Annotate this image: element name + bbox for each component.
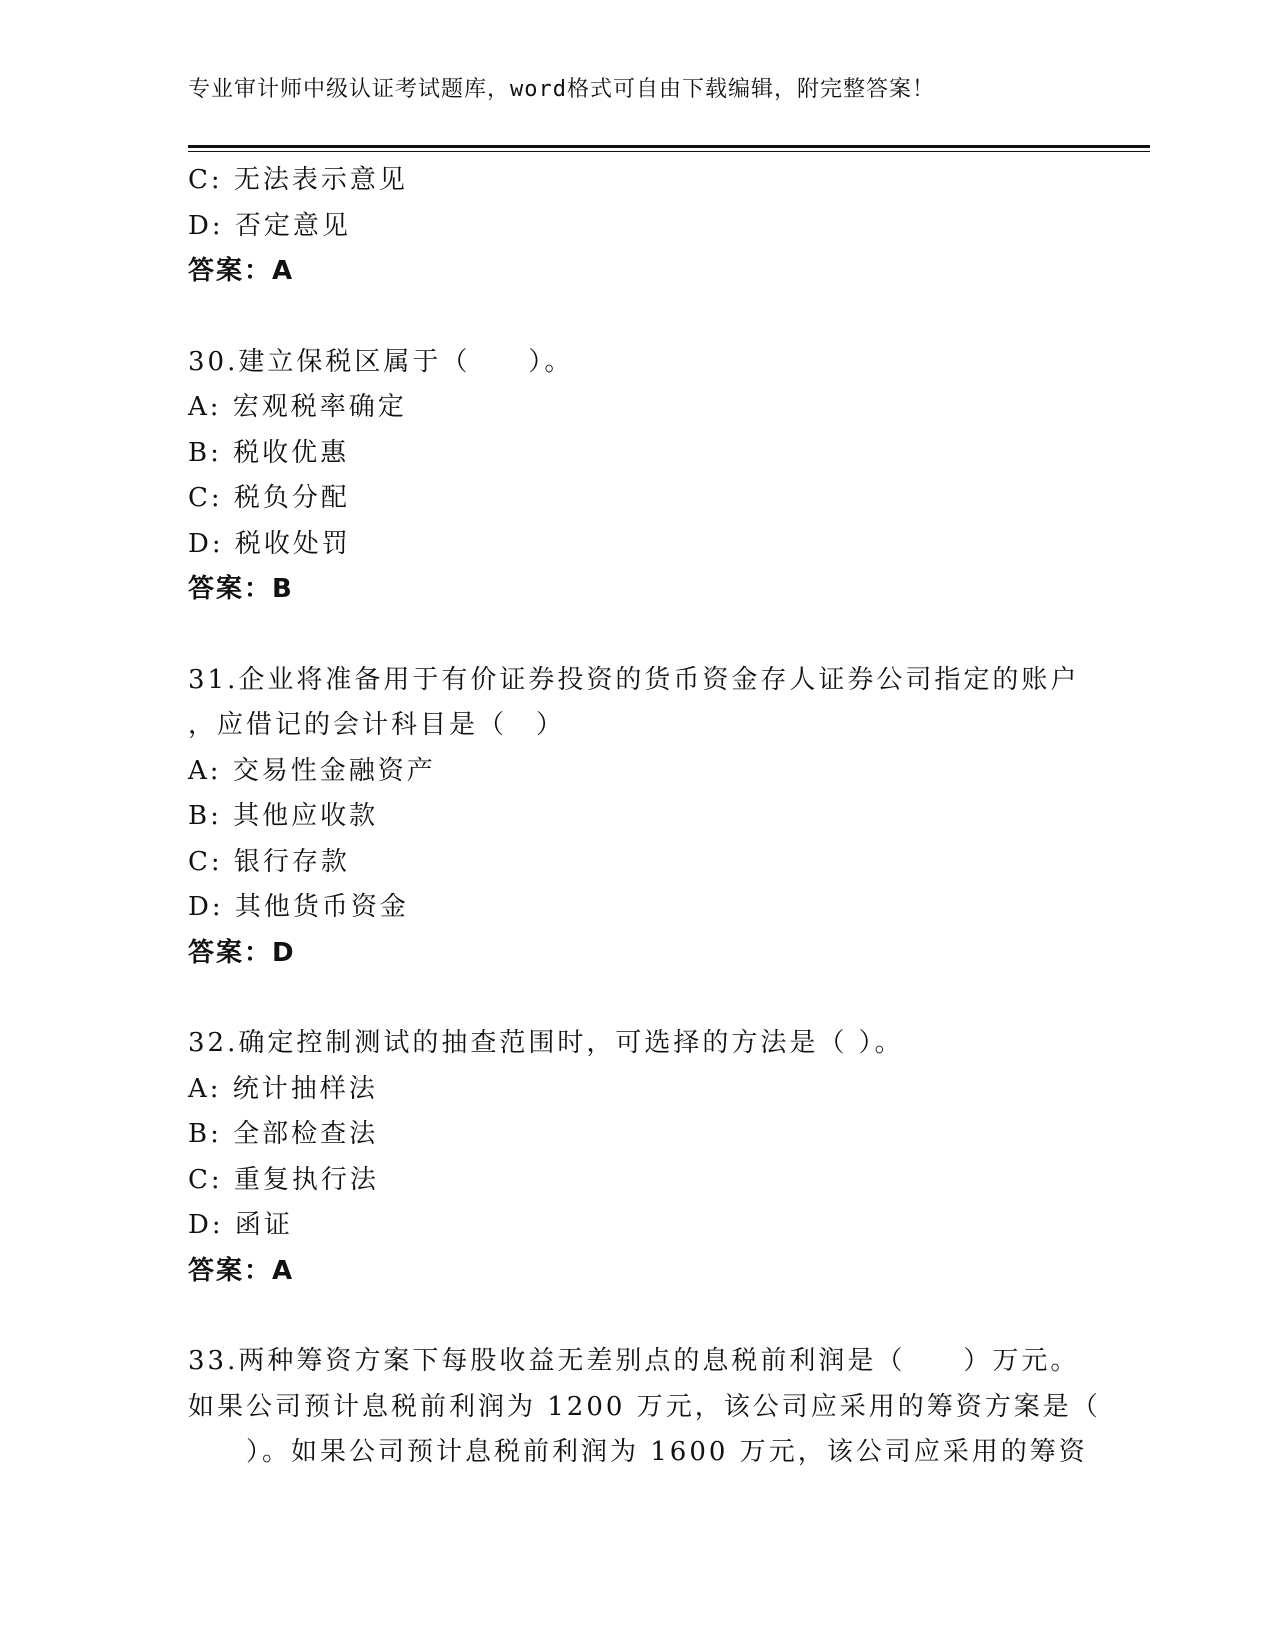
option-line: A: 统计抽样法 <box>188 1073 378 1104</box>
option-line: C: 重复执行法 <box>188 1164 379 1195</box>
option-line: B: 其他应收款 <box>188 801 379 831</box>
page-header: 专业审计师中级认证考试题库，word格式可自由下载编辑，附完整答案！ <box>188 77 935 102</box>
answer-line: 答案：B <box>188 574 294 604</box>
question-line: 如果公司预计息税前利润为 1200 万元，该公司应采用的筹资方案是（ <box>188 1391 1101 1422</box>
question-line: 30.建立保税区属于（ ）。 <box>188 346 574 377</box>
option-line: D: 函证 <box>188 1210 293 1240</box>
question-line: ，应借记的会计科目是（ ） <box>188 710 566 740</box>
option-line: A: 交易性金融资产 <box>188 755 436 786</box>
blank-line <box>188 976 1088 1021</box>
option-line: C: 银行存款 <box>188 846 350 877</box>
question-line: 33.两种筹资方案下每股收益无差别点的息税前利润是（ ）万元。 <box>188 1346 1080 1376</box>
header-divider-thick <box>188 145 1150 148</box>
question-line: 32.确定控制测试的抽查范围时，可选择的方法是（ ）。 <box>188 1028 904 1058</box>
option-line: C: 无法表示意见 <box>188 165 408 195</box>
answer-line: 答案：D <box>188 937 296 968</box>
option-line: D: 税收处罚 <box>188 528 351 559</box>
blank-line <box>188 613 1088 658</box>
option-line: D: 其他货币资金 <box>188 892 409 922</box>
blank-line <box>188 1294 1088 1339</box>
header-divider-thin <box>188 151 1150 152</box>
answer-line: 答案：A <box>188 1255 295 1286</box>
option-line: B: 税收优惠 <box>188 437 350 468</box>
option-line: C: 税负分配 <box>188 483 350 513</box>
option-line: A: 宏观税率确定 <box>188 392 407 422</box>
blank-line <box>188 295 1088 340</box>
question-line: 31.企业将准备用于有价证券投资的货币资金存人证券公司指定的账户 <box>188 664 1080 695</box>
option-line: B: 全部检查法 <box>188 1119 379 1149</box>
question-line: ）。如果公司预计息税前利润为 1600 万元，该公司应采用的筹资 <box>188 1437 1088 1467</box>
option-line: D: 否定意见 <box>188 210 351 241</box>
answer-line: 答案：A <box>188 256 295 286</box>
question-list <box>188 158 1101 1476</box>
